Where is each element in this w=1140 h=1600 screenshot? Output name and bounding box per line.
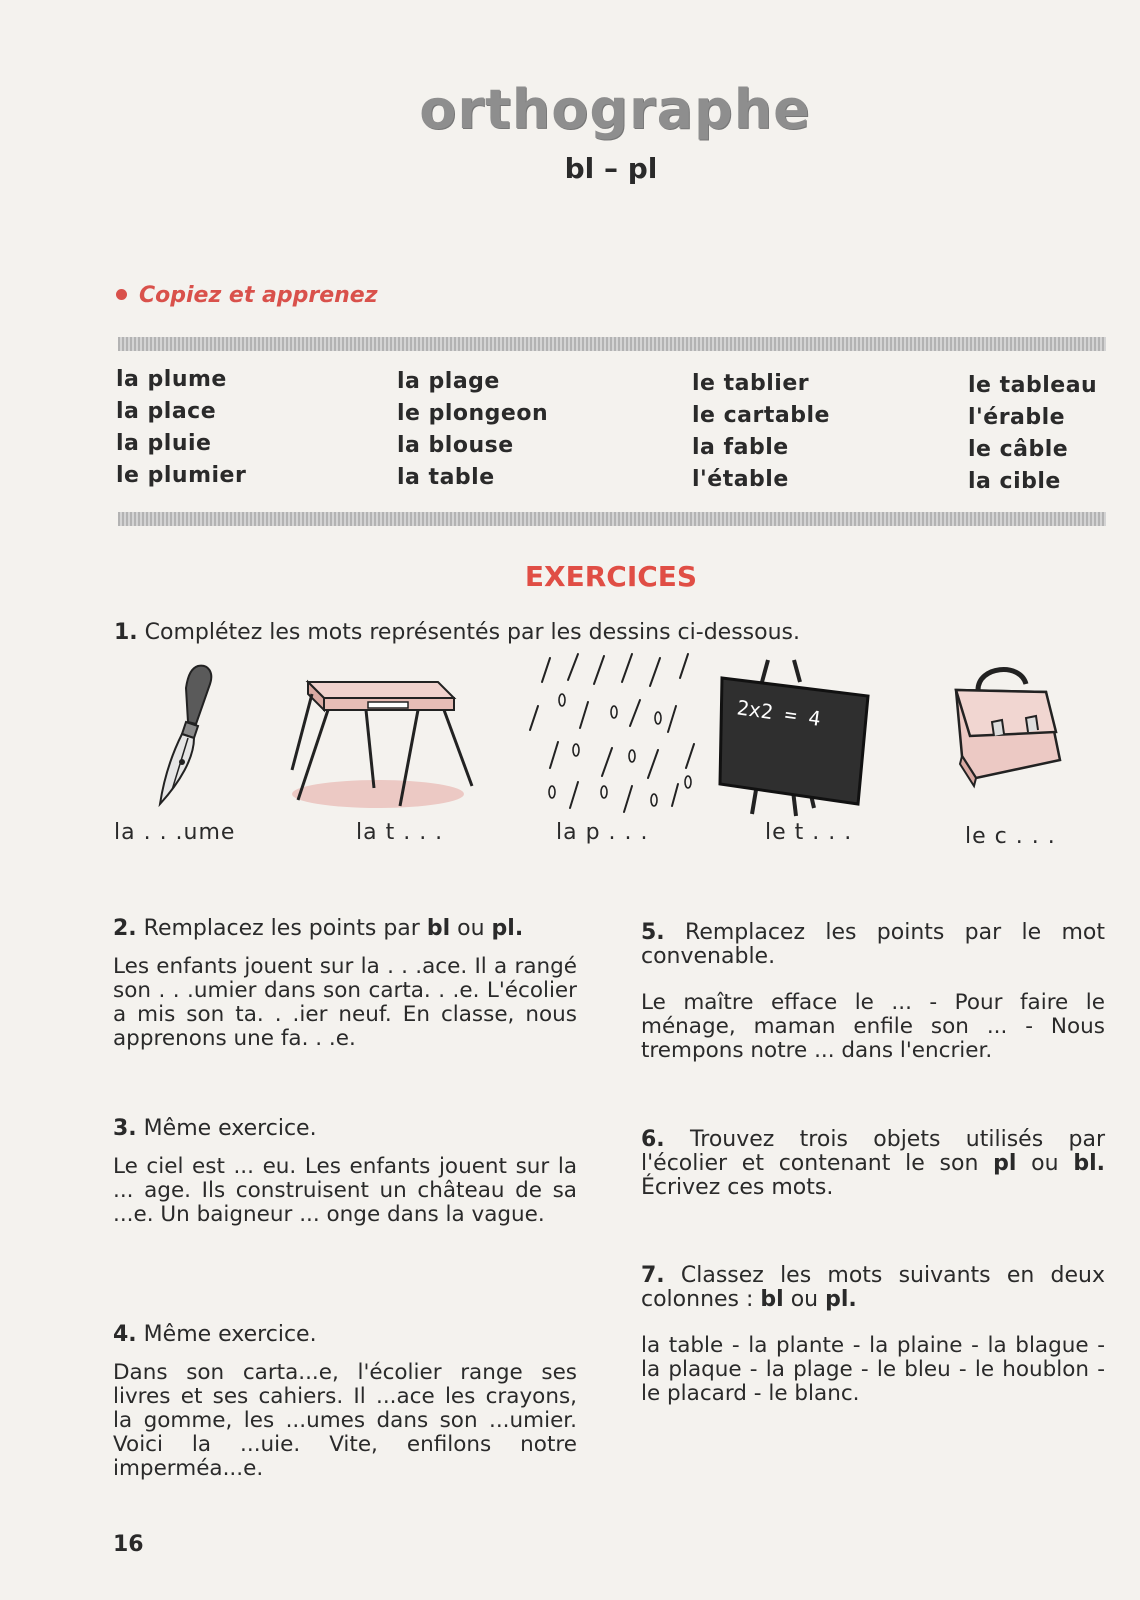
picture-caption: la t . . . [356,820,444,845]
exercise-4-text: Dans son carta...e, l'écolier range ses livres et ses cahiers. Il ...ace les crayons, la gomme, les ...umes dans son ...umier. Voici la ...uie. Vite, enfilons notre imperméa...e. [113,1360,577,1481]
word-item: la place [116,399,217,424]
exercise-5-title: 5. Remplacez les points par le mot convenable. [641,920,1105,969]
exercise-5 [641,921,1105,1063]
picture-caption: le t . . . [765,820,853,845]
exercise-3-title: 3. Même exercice. [113,1116,317,1141]
word-item: la fable [692,435,789,460]
word-item: la table [397,465,495,490]
word-item: le cartable [692,403,830,428]
word-item: la cible [968,469,1061,494]
exercise-2-text: Les enfants jouent sur la . . .ace. Il a rangé son . . .umier dans son carta. . .e. L'écolier a mis son ta. . .ier neuf. En classe, nous apprenons une fa. . .e. [113,954,577,1051]
word-column-1 [116,364,246,492]
word-item: la plage [397,369,500,394]
pen-nib-icon [150,662,220,810]
divider-band-bottom [118,512,1106,526]
word-item: le plongeon [397,401,549,426]
section-heading [116,283,378,308]
schoolbag-icon [950,660,1066,792]
exercise-6 [641,1128,1105,1214]
word-item: le tableau [968,373,1098,398]
exercise-4-title: 4. Même exercice. [113,1322,317,1347]
exercises-heading: EXERCICES [524,560,698,593]
word-item: le plumier [116,463,247,488]
exercise-3-text: Le ciel est ... eu. Les enfants jouent sur la ... age. Ils construisent un château de sa ...e. Un baigneur ... onge dans la vague. [113,1154,577,1227]
bullet-icon [116,289,127,300]
page-number: 16 [113,1532,144,1557]
picture-caption: la . . .ume [114,820,236,845]
exercise-5-text: Le maître efface le ... - Pour faire le ménage, maman enfile son ... - Nous trempons notre ... dans l'encrier. [641,990,1105,1063]
word-item: le tablier [692,371,810,396]
exercise-1: 1. Complétez les mots représentés par les dessins ci-dessous. [114,620,800,645]
page-title: orthographe [419,78,811,141]
word-item: le câble [968,437,1069,462]
divider-band-top [118,337,1106,351]
word-column-3 [692,368,830,496]
exercise-2-title: 2. Remplacez les points par bl ou pl. [113,916,524,941]
word-item: la blouse [397,433,514,458]
blackboard-text: 2x2 = 4 [735,695,823,731]
blackboard-icon [718,658,874,818]
section-heading-label: Copiez et apprenez [139,283,378,308]
word-item: la pluie [116,431,212,456]
rain-icon [528,652,704,816]
exercise-4 [113,1323,577,1481]
exercise-7 [641,1264,1105,1406]
picture-caption: le c . . . [965,824,1056,849]
word-item: l'étable [692,467,789,492]
exercise-6-title: 6. Trouvez trois objets utilisés par l'écolier et contenant le son pl ou bl. Écrivez ces mots. [641,1127,1106,1200]
word-item: la plume [116,367,227,392]
exercise-7-title: 7. Classez les mots suivants en deux colonnes : bl ou pl. [641,1263,1105,1312]
desk-icon [268,676,478,812]
exercise-2 [113,917,577,1051]
exercise-3 [113,1117,577,1227]
word-column-2 [397,366,548,494]
exercise-7-text: la table - la plante - la plaine - la blague - la plaque - la plage - le bleu - le houblon - le placard - le blanc. [641,1333,1105,1406]
word-column-4 [968,370,1097,498]
page-subtitle: bl – pl [564,152,658,185]
word-item: l'érable [968,405,1066,430]
picture-caption: la p . . . [556,820,649,845]
